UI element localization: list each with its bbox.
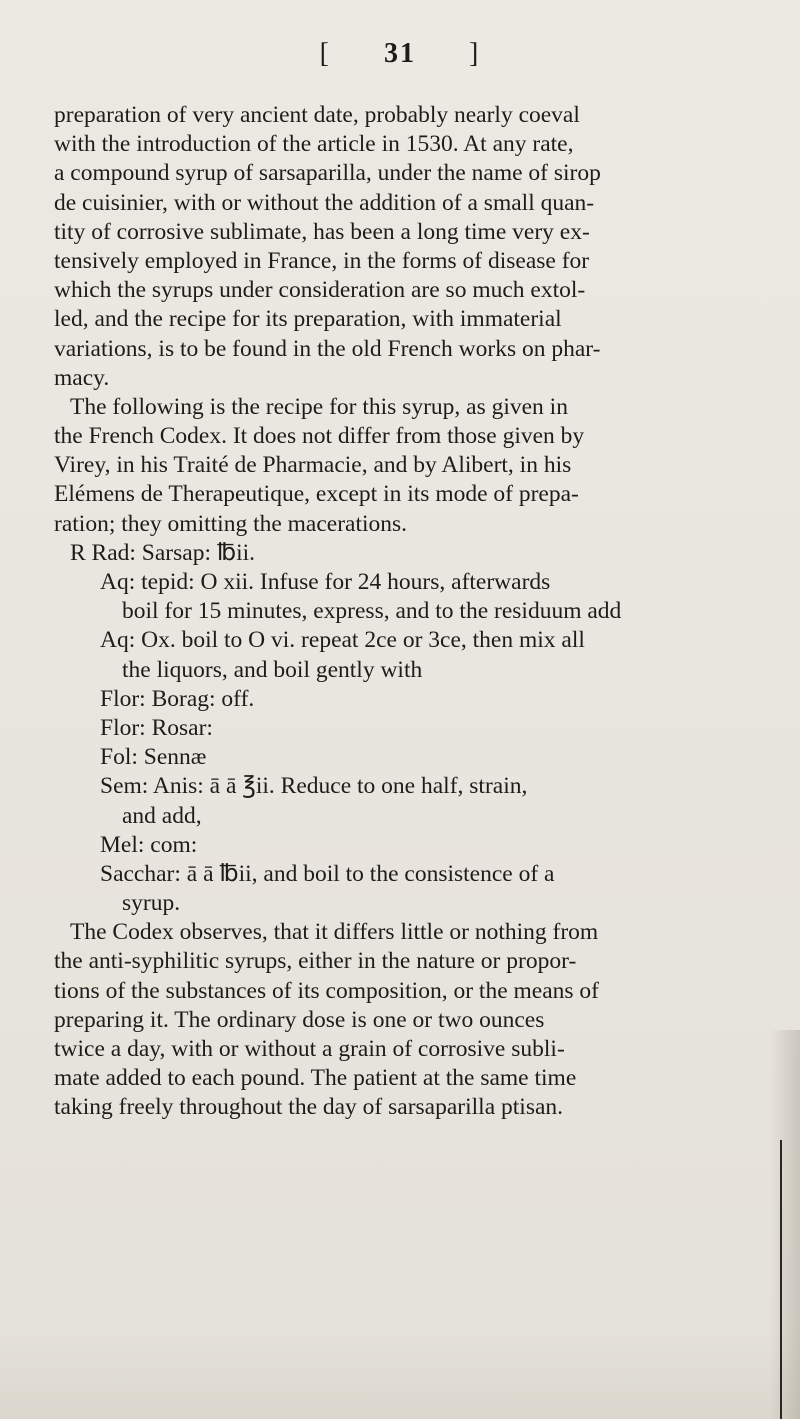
text-line: twice a day, with or without a grain of corrosive subli- [54, 1036, 565, 1062]
recipe-line: Sem: Anis: ā ā ℥ii. Reduce to one half, strain, [100, 773, 528, 800]
text-line: Elémens de Therapeutique, except in its mode of prepa- [54, 481, 579, 508]
text-line: tensively employed in France, in the forms of disease for [54, 247, 590, 274]
page-edge-line [780, 1140, 782, 1419]
recipe-line: the liquors, and boil gently with [122, 656, 423, 683]
recipe-line: syrup. [122, 890, 181, 917]
recipe-line: and add, [122, 802, 202, 829]
recipe-line: Sacchar: ā ā ℔ii, and boil to the consistence of a [100, 860, 555, 887]
text-line: which the syrups under consideration are so much extol- [54, 277, 586, 304]
text-line: Virey, in his Traité de Pharmacie, and by Alibert, in his [54, 452, 572, 479]
page-edge-shadow [770, 1030, 800, 1419]
text-line: led, and the recipe for its preparation, with immaterial [54, 306, 562, 333]
text-line: tity of corrosive sublimate, has been a long time very ex- [54, 218, 590, 245]
recipe-line: boil for 15 minutes, express, and to the residuum add [122, 598, 622, 625]
text-line: preparing it. The ordinary dose is one or two ounces [54, 1006, 545, 1033]
paragraph-start-line: The following is the recipe for this syrup, as given in [70, 393, 568, 420]
page-number [0, 38, 800, 70]
text-line: preparation of very ancient date, probably nearly coeval [54, 102, 580, 128]
text-line: de cuisinier, with or without the addition of a small quan- [54, 189, 595, 216]
text-line: the anti-syphilitic syrups, either in the nature or propor- [54, 948, 577, 975]
recipe-line: Aq: tepid: O xii. Infuse for 24 hours, afterwards [100, 569, 551, 595]
text-line: a compound syrup of sarsaparilla, under the name of sirop [54, 160, 601, 187]
recipe-line: Fol: Sennæ [100, 744, 207, 771]
recipe-line: Aq: Ox. boil to O vi. repeat 2ce or 3ce, then mix all [100, 627, 585, 654]
page-number-open-bracket: [ [319, 38, 331, 69]
text-line: taking freely throughout the day of sarsaparilla ptisan. [54, 1094, 564, 1121]
body-text [54, 101, 754, 1123]
paragraph-start-line: The Codex observes, that it differs little or nothing from [70, 919, 599, 946]
recipe-line: R Rad: Sarsap: ℔ii. [70, 539, 256, 566]
text-line: with the introduction of the article in 1530. At any rate, [54, 131, 574, 158]
text-line: the French Codex. It does not differ from those given by [54, 423, 585, 450]
text-line: ration; they omitting the macerations. [54, 510, 408, 537]
page-number-close-bracket: ] [469, 38, 481, 69]
page-bottom-shade [0, 1329, 800, 1419]
recipe-line: Flor: Rosar: [100, 714, 213, 741]
text-line: macy. [54, 364, 110, 391]
text-line: variations, is to be found in the old French works on phar- [54, 335, 601, 362]
page-number-value: 31 [384, 38, 416, 69]
recipe-line: Mel: com: [100, 831, 198, 858]
text-line: tions of the substances of its composition, or the means of [54, 977, 599, 1004]
text-line: mate added to each pound. The patient at the same time [54, 1065, 577, 1092]
recipe-line: Flor: Borag: off. [100, 685, 255, 712]
